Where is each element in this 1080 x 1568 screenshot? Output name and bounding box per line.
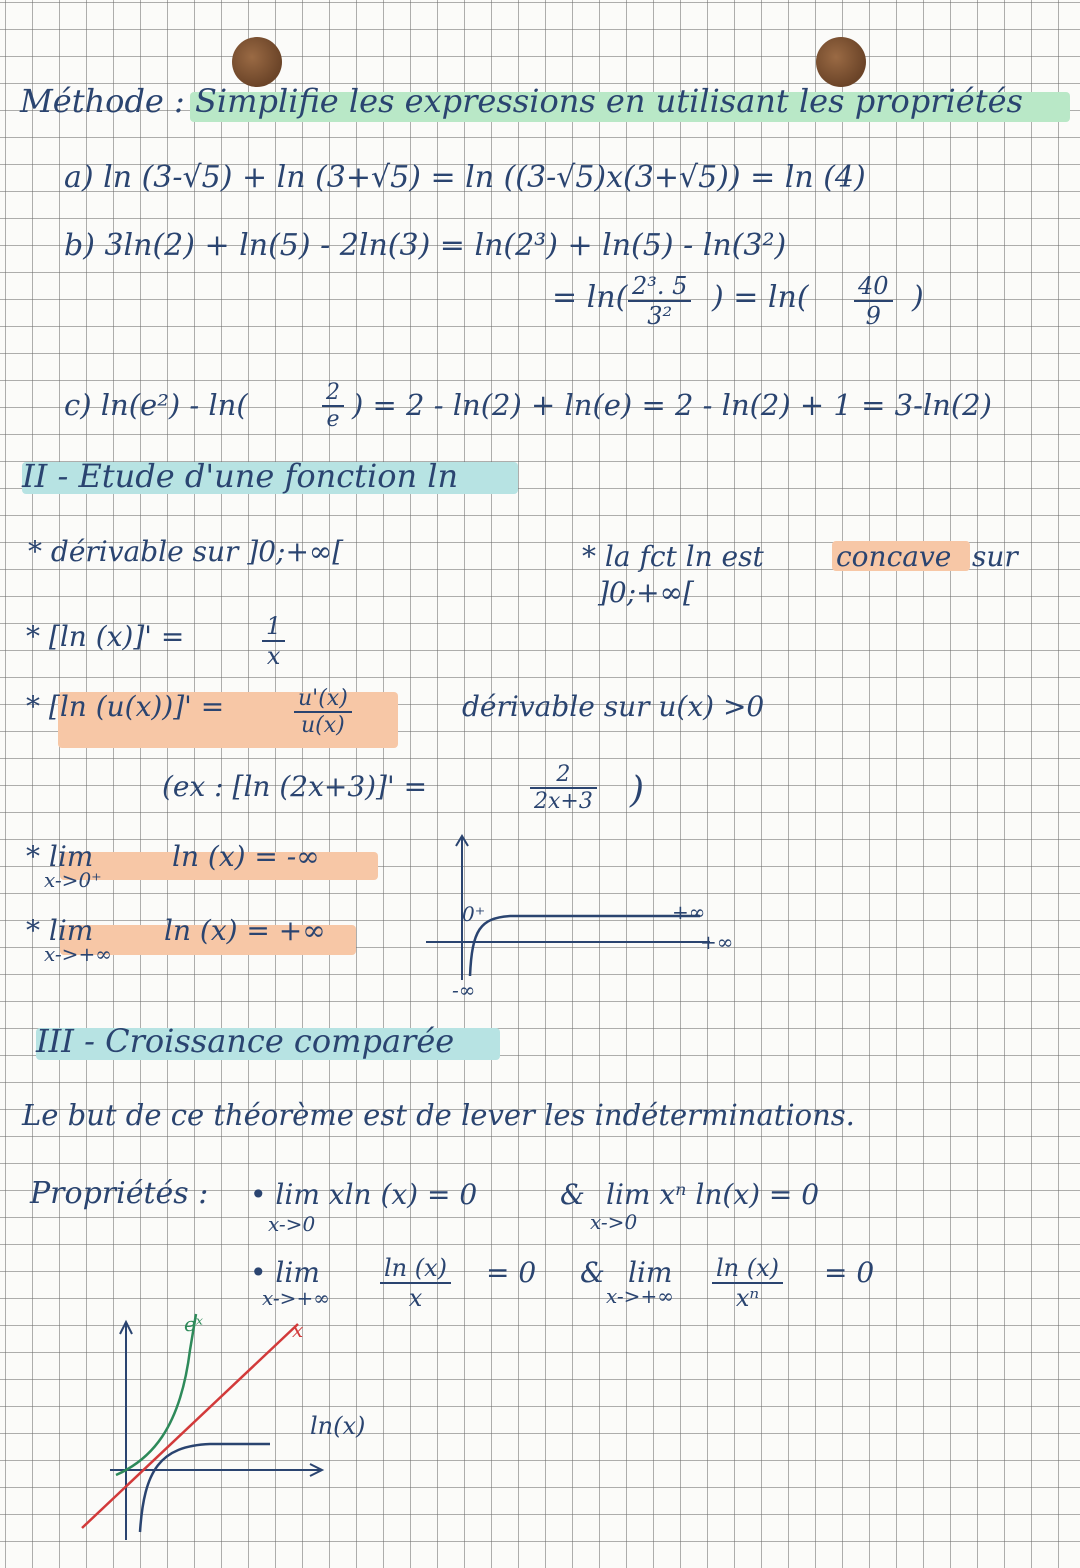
section2-title: II - Etude d'une fonction ln xyxy=(22,457,459,495)
methode-line-b2-fraction2 xyxy=(854,272,893,330)
section2-deriv-ln-fraction xyxy=(262,612,285,670)
section3-prop2-a-sub: x->+∞ xyxy=(262,1286,330,1310)
ln-curve xyxy=(140,1444,270,1532)
fraction-numerator: u'(x) xyxy=(294,686,352,713)
fraction-numerator: 2³. 5 xyxy=(628,272,691,302)
fraction-denominator: 9 xyxy=(865,302,881,330)
section3-prop1-a: • lim xln (x) = 0 xyxy=(250,1178,478,1211)
section2-lim2-rest: ln (x) = +∞ xyxy=(164,914,326,947)
fraction-denominator: u(x) xyxy=(301,713,345,738)
methode-line-c-fraction xyxy=(322,380,344,432)
section3-prop2-a-fraction xyxy=(380,1254,451,1312)
section2-lim2-word: * lim xyxy=(26,914,94,947)
section2-example-end: ) xyxy=(630,770,645,811)
section2-concave-prefix: * la fct ln est xyxy=(582,540,764,573)
section3-props-label: Propriétés : xyxy=(30,1176,209,1211)
section3-prop2-b-lim: lim xyxy=(628,1256,673,1289)
fraction-denominator: 3² xyxy=(647,302,673,330)
methode-line-b2-prefix: = ln( xyxy=(552,280,628,315)
section2-lim1-rest: ln (x) = -∞ xyxy=(172,840,320,873)
ln-graph-label-zero-plus: 0⁺ xyxy=(462,902,486,926)
ln-graph-label-minus-inf: -∞ xyxy=(452,978,476,1002)
section3-prop1-and: & xyxy=(560,1178,585,1211)
identity-curve-label: x xyxy=(292,1318,304,1342)
section2-derivable: * dérivable sur ]0;+∞[ xyxy=(28,535,344,568)
exp-curve-label: eˣ xyxy=(184,1312,203,1336)
section3-goal: Le but de ce théorème est de lever les indéterminations. xyxy=(22,1098,855,1132)
fraction-denominator: x xyxy=(408,1284,423,1312)
section2-deriv-u-lhs: * [ln (u(x))]' = xyxy=(26,690,225,723)
comparison-graph-sketch xyxy=(70,1310,350,1550)
section2-deriv-u-condition: dérivable sur u(x) >0 xyxy=(462,690,765,723)
fraction-numerator: ln (x) xyxy=(380,1254,451,1284)
methode-line-c-prefix: c) ln(e²) - ln( xyxy=(64,388,248,422)
ln-curve-label: ln(x) xyxy=(310,1412,366,1440)
section2-example-fraction xyxy=(530,762,597,814)
fraction-numerator: 1 xyxy=(262,612,285,642)
section2-lim1-word: * lim xyxy=(26,840,94,873)
ln-graph-label-plus-inf-axis: +∞ xyxy=(700,930,734,954)
section2-lim1-sub: x->0⁺ xyxy=(44,868,102,892)
section3-prop1-b-sub: x->0 xyxy=(590,1210,638,1234)
fraction-numerator: 2 xyxy=(530,762,597,789)
section3-prop2-a-eq: = 0 xyxy=(486,1256,537,1289)
methode-line-b2-fraction xyxy=(628,272,691,330)
fraction-numerator: 2 xyxy=(322,380,344,407)
fraction-numerator: ln (x) xyxy=(712,1254,783,1284)
section3-prop1-b: lim xⁿ ln(x) = 0 xyxy=(606,1178,820,1211)
methode-line-a: a) ln (3-√5) + ln (3+√5) = ln ((3-√5)x(3+√5)) = ln (4) xyxy=(64,160,866,195)
section2-concave-suffix: sur xyxy=(972,540,1018,573)
section2-deriv-u-fraction xyxy=(294,686,352,738)
methode-line-b2-end: ) xyxy=(912,280,924,315)
section3-title: III - Croissance comparée xyxy=(36,1022,455,1060)
section3-prop2-and: & xyxy=(580,1256,605,1289)
section3-prop2-a-lim: • lim xyxy=(250,1256,320,1289)
section3-prop2-b-eq: = 0 xyxy=(824,1256,875,1289)
fraction-denominator: 2x+3 xyxy=(534,789,593,814)
ln-graph-label-plus-inf-top: +∞ xyxy=(672,900,706,924)
binder-hole-left xyxy=(232,37,282,87)
section3-prop1-a-sub: x->0 xyxy=(268,1212,316,1236)
methode-line-b1: b) 3ln(2) + ln(5) - 2ln(3) = ln(2³) + ln(5) - ln(3²) xyxy=(64,228,787,263)
methode-title: Méthode : Simplifie les expressions en utilisant les propriétés xyxy=(20,82,1023,120)
fraction-numerator: 40 xyxy=(854,272,893,302)
methode-line-c-rest: ) = 2 - ln(2) + ln(e) = 2 - ln(2) + 1 = 3-ln(2) xyxy=(352,388,992,422)
section2-concave-word: concave xyxy=(836,540,952,573)
section3-prop2-b-sub: x->+∞ xyxy=(606,1284,674,1308)
section2-concave-interval: ]0;+∞[ xyxy=(598,576,694,609)
fraction-denominator: e xyxy=(326,407,340,432)
section3-prop2-b-fraction xyxy=(712,1254,783,1312)
fraction-denominator: xⁿ xyxy=(735,1284,760,1312)
binder-hole-right xyxy=(816,37,866,87)
section2-deriv-ln-lhs: * [ln (x)]' = xyxy=(26,620,185,653)
section2-lim2-sub: x->+∞ xyxy=(44,942,112,966)
methode-line-b2-mid: ) = ln( xyxy=(712,280,809,315)
fraction-denominator: x xyxy=(266,642,281,670)
ln-graph-curve xyxy=(470,916,700,976)
exp-curve xyxy=(116,1314,196,1475)
section2-example-lhs: (ex : [ln (2x+3)]' = xyxy=(162,770,428,803)
